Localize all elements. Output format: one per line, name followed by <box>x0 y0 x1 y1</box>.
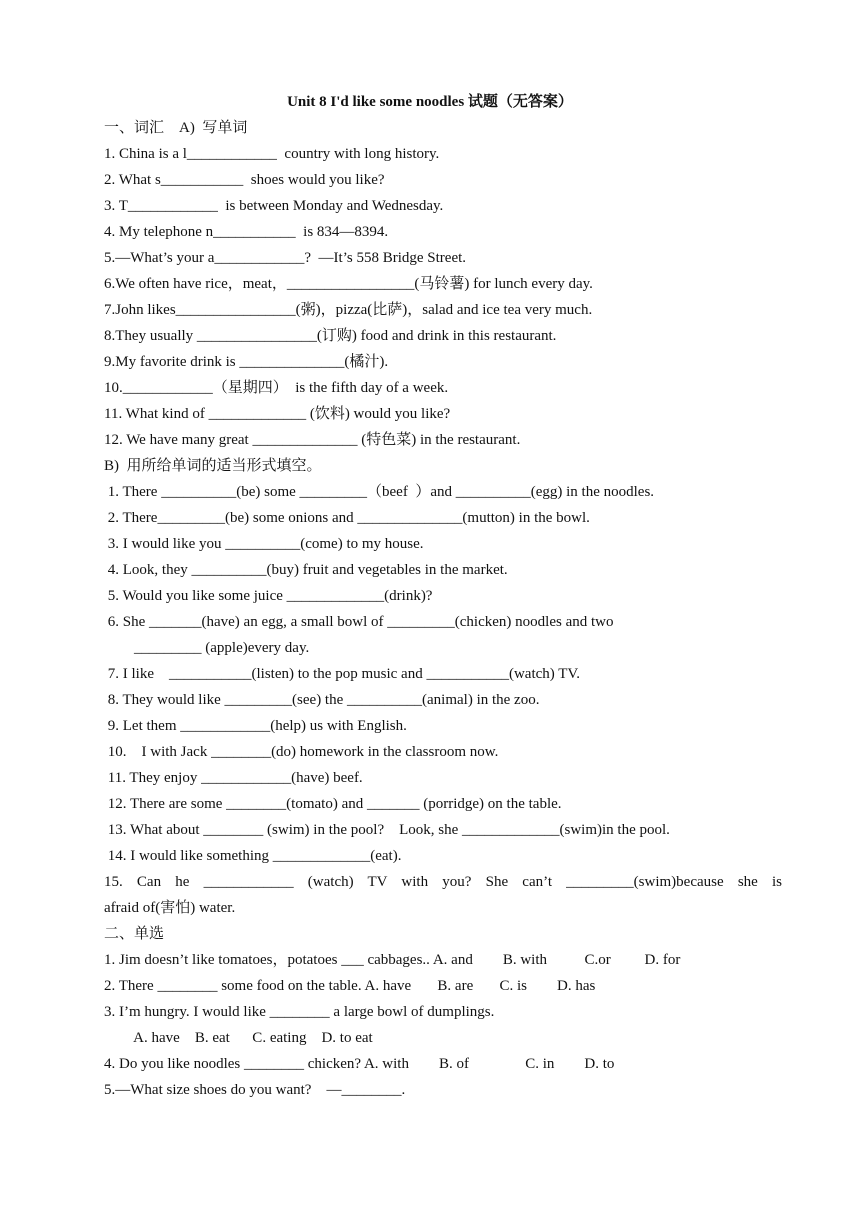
part-b-question: 4. Look, they __________(buy) fruit and vegetables in the market. <box>104 562 508 578</box>
section-multiple-choice-heading: 二、单选 <box>104 926 165 942</box>
part-a-question: 7.John likes________________(粥)，pizza(比萨)，salad and ice tea very much. <box>104 302 593 318</box>
part-a-question: 10.____________（星期四） is the fifth day of a week. <box>104 380 449 396</box>
part-a-question: 11. What kind of _____________ (饮料) would you like? <box>104 406 451 422</box>
mc-question: 5.—What size shoes do you want? —________. <box>104 1082 406 1098</box>
part-b-question: 14. I would like something _____________(eat). <box>104 848 402 864</box>
part-a-question: 3. T____________ is between Monday and Wednesday. <box>104 198 444 214</box>
part-b-question: 3. I would like you __________(come) to my house. <box>104 536 424 552</box>
part-b-question: 1. There __________(be) some _________（beef ）and __________(egg) in the noodles. <box>104 484 655 500</box>
part-b-question: 11. They enjoy ____________(have) beef. <box>104 770 363 786</box>
mc-question: 3. I’m hungry. I would like ________ a large bowl of dumplings. <box>104 1004 495 1020</box>
part-b-question: 6. She _______(have) an egg, a small bowl of _________(chicken) noodles and two <box>104 614 614 630</box>
part-b-question-continued: _________ (apple)every day. <box>104 640 310 656</box>
part-a-question: 1. China is a l____________ country with long history. <box>104 146 440 162</box>
part-a-question: 6.We often have rice，meat，_________________(马铃薯) for lunch every day. <box>104 276 593 292</box>
part-b-question-15: 15. Can he ____________ (watch) TV with you? She can’t _________(swim)because she is <box>104 874 782 890</box>
mc-question: 4. Do you like noodles ________ chicken? A. with B. of C. in D. to <box>104 1056 615 1072</box>
part-a-question: 8.They usually ________________(订购) food and drink in this restaurant. <box>104 328 557 344</box>
mc-question: 1. Jim doesn’t like tomatoes，potatoes ___ cabbages.. A. and B. with C.or D. for <box>104 952 681 968</box>
part-a-question: 4. My telephone n___________ is 834—8394. <box>104 224 389 240</box>
part-a-question: 12. We have many great ______________ (特色菜) in the restaurant. <box>104 432 521 448</box>
part-b-question-15-continued: afraid of(害怕) water. <box>104 900 236 916</box>
part-b-question: 10. I with Jack ________(do) homework in the classroom now. <box>104 744 499 760</box>
part-a-question: 5.—What’s your a____________? —It’s 558 Bridge Street. <box>104 250 467 266</box>
part-b-question: 5. Would you like some juice _____________(drink)? <box>104 588 433 604</box>
part-b-question: 13. What about ________ (swim) in the pool? Look, she _____________(swim)in the pool. <box>104 822 670 838</box>
mc-options: A. have B. eat C. eating D. to eat <box>104 1030 373 1046</box>
part-b-question: 2. There_________(be) some onions and ______________(mutton) in the bowl. <box>104 510 590 526</box>
part-b-question: 8. They would like _________(see) the __________(animal) in the zoo. <box>104 692 540 708</box>
section-vocabulary-heading: 一、词汇 A) 写单词 <box>104 120 248 136</box>
part-b-question: 12. There are some ________(tomato) and _______ (porridge) on the table. <box>104 796 562 812</box>
part-b-heading: B) 用所给单词的适当形式填空。 <box>104 458 322 474</box>
part-b-question: 9. Let them ____________(help) us with English. <box>104 718 407 734</box>
part-a-question: 9.My favorite drink is ______________(橘汁). <box>104 354 389 370</box>
part-b-question: 7. I like ___________(listen) to the pop music and ___________(watch) TV. <box>104 666 581 682</box>
worksheet-title: Unit 8 I'd like some noodles 试题（无答案） <box>287 94 573 110</box>
mc-question: 2. There ________ some food on the table. A. have B. are C. is D. has <box>104 978 596 994</box>
part-a-question: 2. What s___________ shoes would you like? <box>104 172 385 188</box>
